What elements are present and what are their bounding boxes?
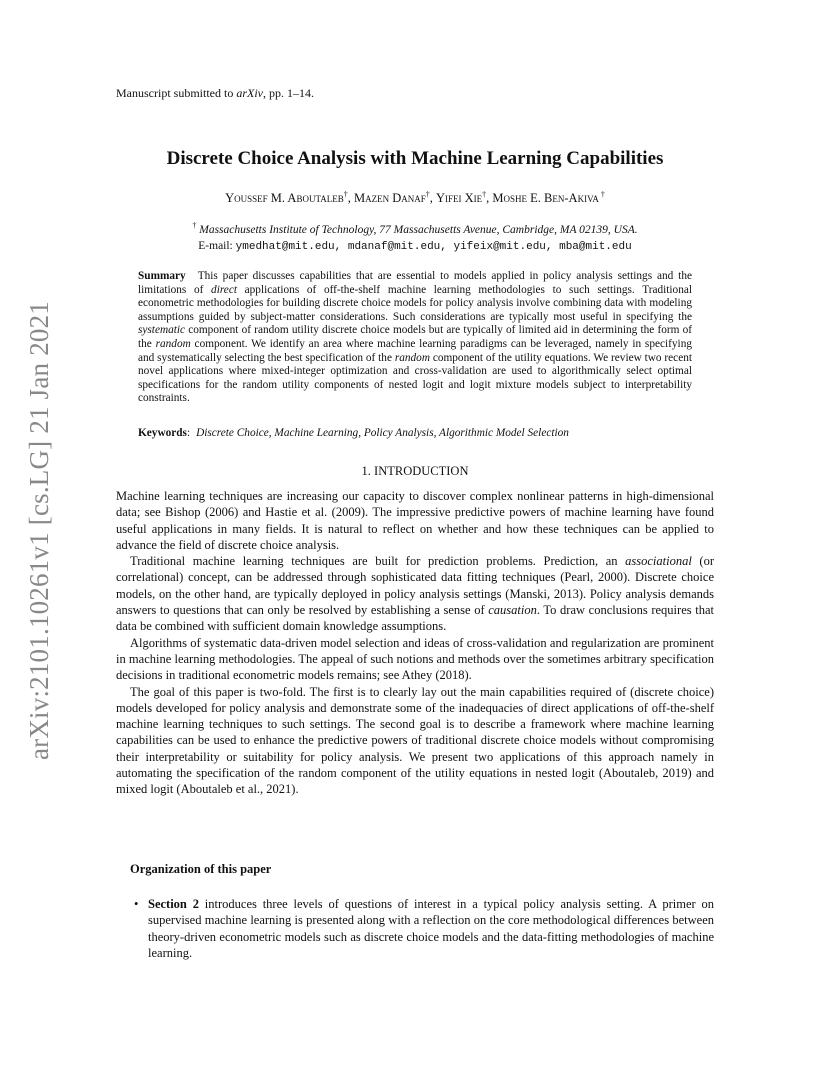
bullet-icon: • [134,897,139,911]
affiliation-block [116,218,714,255]
abstract-text: component of random utility discrete choice models but are typically of limited aid in determining the form of the [138,324,692,350]
section-heading-introduction: 1. INTRODUCTION [361,464,469,478]
header-journal: arXiv [236,86,263,100]
organization-heading: Organization of this paper [130,862,272,876]
abstract-heading: Summary [138,270,186,282]
keywords [138,427,692,439]
paragraph-emphasis: associational [625,554,692,569]
author-separator: , [486,191,493,206]
abstract-emphasis: systematic [138,324,186,337]
list-item [130,896,714,961]
arxiv-identifier [16,295,64,765]
author-mark: † [482,190,487,199]
arxiv-identifier-text: arXiv:2101.10261v1 [cs.LG] 21 Jan 2021 [24,300,55,760]
author-name: Youssef M. Aboutaleb [225,191,344,206]
abstract-emphasis: direct [211,283,237,296]
header-pages: , pp. 1–14. [263,86,314,100]
paragraph-text: (or correlational) concept, can be addressed through sophisticated data fitting techniques (Pearl, 2000). Discrete choice models, on the other hand, are typically deployed in policy analysis settings (Manski, 2013). Policy analysis demands answers to questions that can only be resolved by establishing a sense of [116,554,714,618]
keywords-text: Discrete Choice, Machine Learning, Policy Analysis, Algorithmic Model Selection [196,427,569,439]
affiliation-text: Massachusetts Institute of Technology, 77 Massachusetts Avenue, Cambridge, MA 02139, USA. [199,223,638,236]
paragraph [116,553,714,634]
author-mark: † [598,190,605,199]
keywords-heading: Keywords [138,427,187,439]
author-mark: † [343,190,348,199]
author-separator: , [347,191,354,206]
running-header [116,86,314,101]
email-line [116,238,714,255]
introduction-body [116,488,714,798]
abstract-text: component of the utility equations. We review two recent novel applications where mixed-integer optimization and cross-validation are used to algorithmically select optimal specifications for the random utility components of nested logit and logit mixture models subject to interpretability constraints. [138,351,692,405]
keywords-colon: : [186,427,191,439]
author-name: Mazen Danaf [353,191,426,206]
author-name: Moshe E. Ben-Akiva [492,191,599,206]
abstract [138,270,692,406]
abstract-emphasis: random [155,337,191,350]
paragraph-text: . To draw conclusions requires that data be combined with sufficient domain knowledge assumptions. [116,603,714,634]
list-item-lead: Section 2 [148,897,199,911]
list-item-text: introduces three levels of questions of interest in a typical policy analysis setting. A primer on supervised machine learning is presented along with a reflection on the core methodological differences between theory-driven econometric models such as discrete choice models and the data-fitting methodologies of machine learning. [148,897,714,960]
abstract-text: This paper discusses capabilities that are essential to models applied in policy analysis settings and the limitations of [138,270,692,296]
paragraph-emphasis: causation [488,603,537,618]
abstract-emphasis: random [394,351,430,364]
author-separator: , [429,191,436,206]
affiliation-line [116,218,714,238]
affiliation-mark: † [192,221,197,230]
abstract-text: component. We identify an area where machine learning paradigms can be leveraged, namely in specifying and systematically selecting the best specification of the [138,337,692,364]
author-list [116,190,714,206]
paper-title: Discrete Choice Analysis with Machine Learning Capabilities [166,148,664,169]
author-mark: † [425,190,430,199]
paragraph: Algorithms of systematic data-driven model selection and ideas of cross-validation and regularization are prominent in machine learning methodologies. The appeal of such notions and methods over the sometimes arbitrary specification decisions in traditional econometric models remains; see Athey (2018). [116,635,714,683]
author-name: Yifei Xie [436,191,483,206]
organization-list [130,896,714,961]
header-prefix: Manuscript submitted to [116,86,237,100]
paragraph-text: Traditional machine learning techniques are built for prediction problems. Prediction, an [130,554,626,569]
abstract-text: applications of off-the-shelf machine learning methodologies to such settings. Traditional econometric methodologies for building discrete choice models for policy analysis involve combining data with modeling assumptions guided by subject-matter considerations. Such considerations are typically most useful in specifying the [138,283,692,323]
paragraph: The goal of this paper is two-fold. The first is to clearly lay out the main capabilities required of (discrete choice) models developed for policy analysis and demonstrate some of the inadequacies of direct applications of off-the-shelf machine learning techniques to such settings. The second goal is to describe a framework where machine learning capabilities can be used to enhance the predictive powers of traditional discrete choice models without compromising their interpretability or suitability for policy analysis. We present two applications of this approach namely in automating the specification of the random component of the utility equations in nested logit (Aboutaleb, 2019) and mixed logit (Aboutaleb et al., 2021). [116,684,714,797]
paragraph: Machine learning techniques are increasing our capacity to discover complex nonlinear patterns in high-dimensional data; see Bishop (2006) and Hastie et al. (2009). The impressive predictive powers of machine learning have found useful applications in many fields. It is natural to reflect on whether and how these techniques can be applied to advance the field of discrete choice analysis. [116,489,714,552]
email-addresses: ymedhat@mit.edu, mdanaf@mit.edu, yifeix@mit.edu, mba@mit.edu [235,240,632,253]
email-label: E-mail: [198,239,236,252]
